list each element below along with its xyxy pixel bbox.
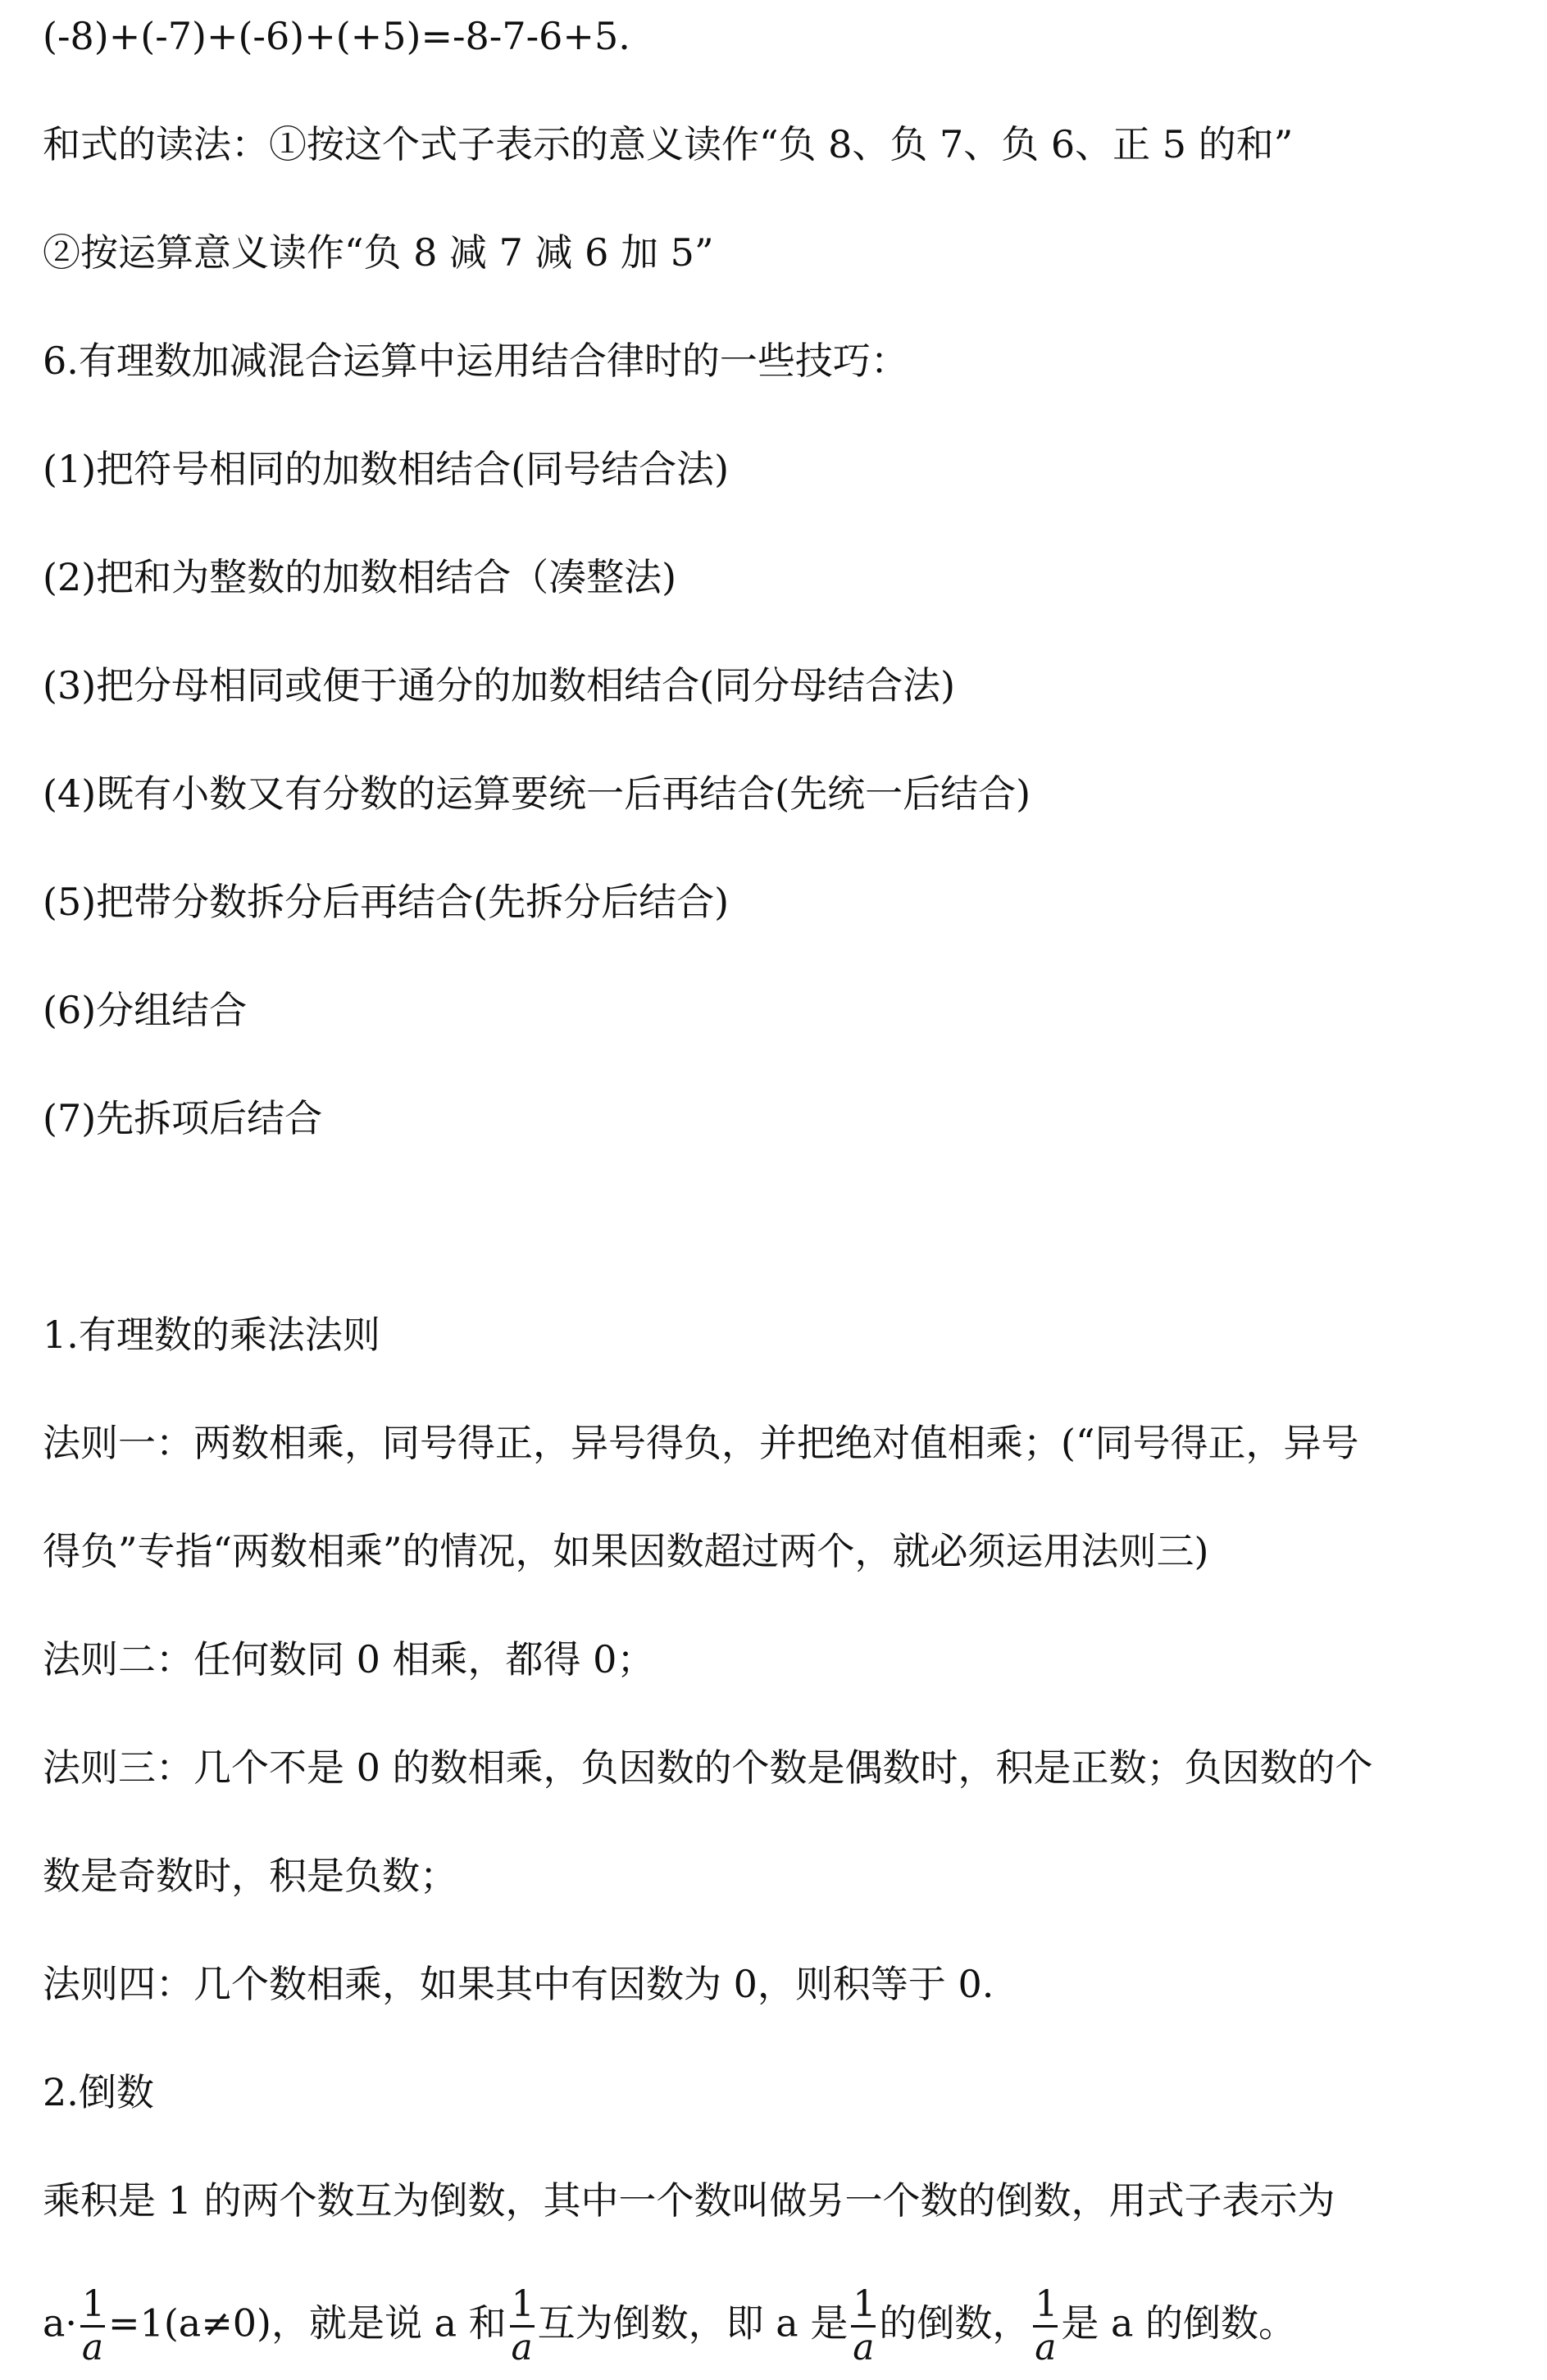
- tips-title: 6.有理数加减混合运算中运用结合律时的一些技巧：: [43, 339, 908, 383]
- fraction-denominator: a: [1035, 2327, 1057, 2369]
- rule-4: 法则四：几个数相乘，如果其中有因数为 0，则积等于 0.: [43, 1962, 994, 2006]
- fraction-1-over-a: [510, 2284, 535, 2369]
- rule-2: 法则二：任何数同 0 相乘，都得 0；: [43, 1637, 655, 1681]
- fraction-1-over-a: [80, 2284, 105, 2369]
- tip-1: (1)把符号相同的加数相结合(同号结合法): [43, 447, 730, 491]
- reciprocal-title: 2.倒数: [43, 2070, 154, 2114]
- formula-part-5: 是 a 的倒数。: [1061, 2300, 1296, 2346]
- tip-3: (3)把分母相同或便于通分的加数相结合(同分母结合法): [43, 663, 956, 708]
- formula-part-2: =1(a≠0)，就是说 a 和: [108, 2300, 507, 2346]
- formula-part-3: 互为倒数，即 a 是: [537, 2300, 849, 2346]
- reading-method-line: 和式的读法：①按这个式子表示的意义读作“负 8、负 7、负 6、正 5 的和”: [43, 122, 1294, 166]
- tip-7: (7)先拆项后结合: [43, 1096, 323, 1140]
- rule-1-line-1: 法则一：两数相乘，同号得正，异号得负，并把绝对值相乘；(“同号得正，异号: [43, 1421, 1359, 1465]
- rule-3-line-1: 法则三：几个不是 0 的数相乘，负因数的个数是偶数时，积是正数；负因数的个: [43, 1745, 1373, 1790]
- subsection-title: 1.有理数的乘法法则: [43, 1313, 380, 1357]
- formula-part-1: a·: [43, 2300, 78, 2346]
- fraction-numerator: 1: [1033, 2284, 1058, 2328]
- formula-part-4: 的倒数，: [879, 2300, 1031, 2346]
- rule-1-line-2: 得负”专指“两数相乘”的情况，如果因数超过两个，就必须运用法则三): [43, 1529, 1209, 1573]
- tip-5: (5)把带分数拆分后再结合(先拆分后结合): [43, 880, 730, 924]
- fraction-1-over-a: [1033, 2284, 1058, 2369]
- fraction-numerator: 1: [851, 2284, 876, 2328]
- rule-3-line-2: 数是奇数时，积是负数；: [43, 1854, 457, 1898]
- fraction-denominator: a: [511, 2327, 533, 2369]
- fraction-numerator: 1: [80, 2284, 105, 2328]
- expression-line: (-8)+(-7)+(-6)+(+5)=-8-7-6+5.: [43, 14, 630, 58]
- fraction-1-over-a: [851, 2284, 876, 2369]
- tip-6: (6)分组结合: [43, 988, 248, 1032]
- fraction-denominator: a: [81, 2327, 104, 2369]
- fraction-numerator: 1: [510, 2284, 535, 2328]
- operation-reading-line: ②按运算意义读作“负 8 减 7 减 6 加 5”: [43, 230, 714, 275]
- fraction-denominator: a: [853, 2327, 875, 2369]
- tip-4: (4)既有小数又有分数的运算要统一后再结合(先统一后结合): [43, 771, 1031, 816]
- tip-2: (2)把和为整数的加数相结合（凑整法): [43, 555, 677, 599]
- reciprocal-formula-line: [43, 2284, 1296, 2369]
- reciprocal-definition: 乘积是 1 的两个数互为倒数，其中一个数叫做另一个数的倒数，用式子表示为: [43, 2178, 1335, 2223]
